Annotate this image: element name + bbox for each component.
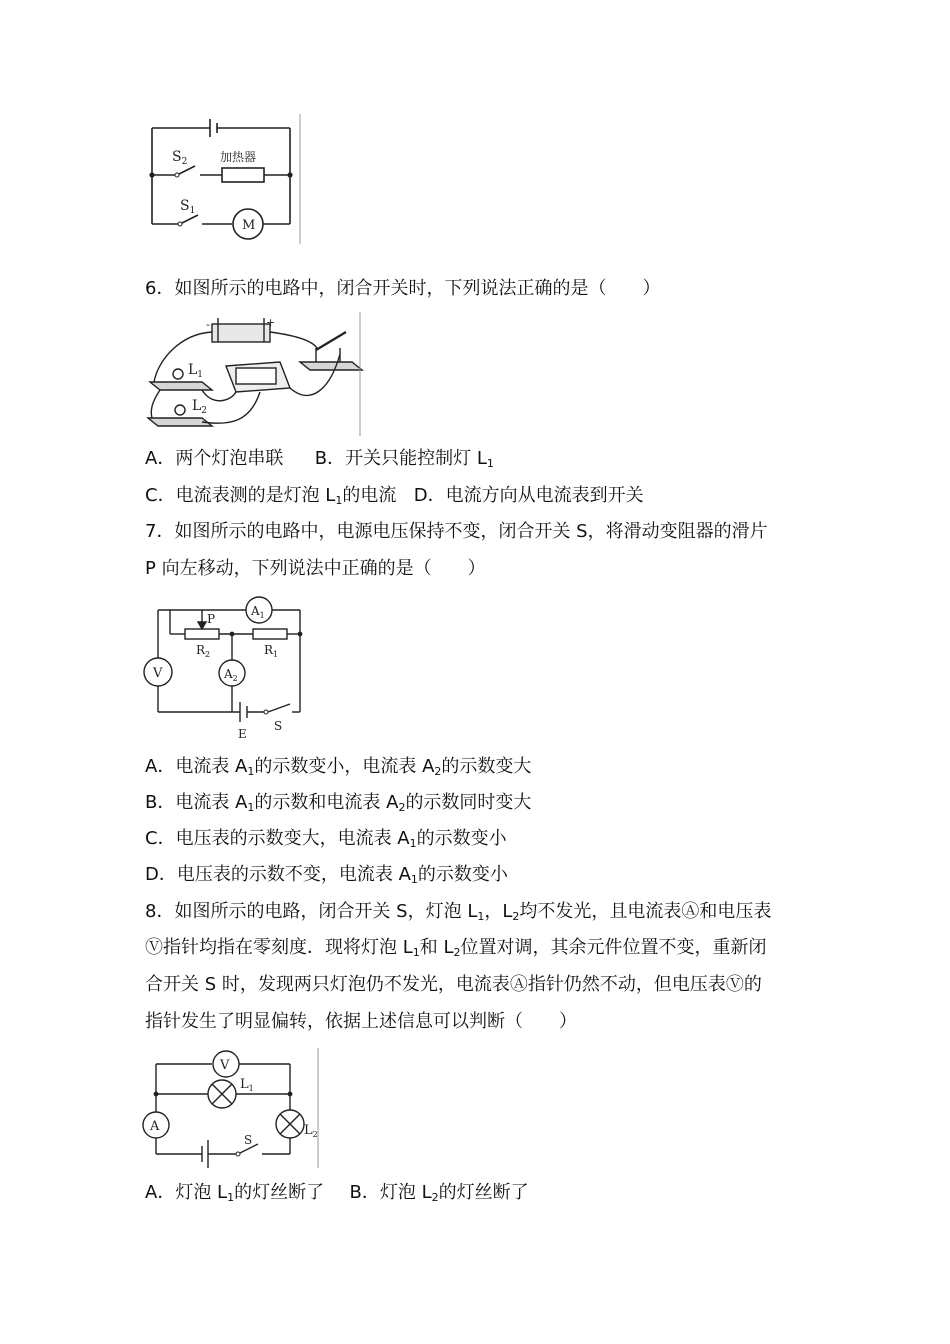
q7-rheostat-circuit-diagram <box>140 594 310 744</box>
battery-e-label: E <box>238 727 247 741</box>
q6-option-b: B．开关只能控制灯 $L_1$ <box>314 448 494 470</box>
q8-option-b: B．灯泡 $L_2$的灯丝断了 <box>349 1182 529 1204</box>
q7-option-d: D．电压表的示数不变，电流表 $A_1$的示数变小 <box>145 864 508 886</box>
q8-options-ab <box>145 1180 529 1211</box>
q8-option-a: A．灯泡 $L_1$的灯丝断了 <box>145 1182 325 1204</box>
question-8-stem-line-2: Ⓥ指针均指在零刻度．现将灯泡 $L_1$和 $L_2$位置对调，其余元件位置不变，重新闭 <box>145 937 767 959</box>
question-7-stem-line-1: 7．如图所示的电路中，电源电压保持不变，闭合开关 S，将滑动变阻器的滑片 <box>145 521 768 542</box>
q8-l1-label: $L_1$ <box>240 1077 254 1093</box>
question-8-stem-line-3: 合开关 S 时，发现两只灯泡仍不发光，电流表Ⓐ指针仍然不动，但电压表Ⓥ的 <box>145 974 762 995</box>
q8-switch-label: S <box>244 1133 253 1147</box>
q6-option-d: D．电流方向从电流表到开关 <box>413 485 644 506</box>
q8-voltmeter-label: V <box>220 1058 230 1073</box>
heater-label: 加热器 <box>220 150 257 164</box>
q6-option-c: C．电流表测的是灯泡 $L_1$的电流 <box>145 485 397 507</box>
slider-p-label: P <box>207 612 216 626</box>
s1-label: $S_1$ <box>180 198 196 216</box>
r2-label: $R_2$ <box>196 643 211 659</box>
q7-option-a: A．电流表 $A_1$的示数变小，电流表 $A_2$的示数变大 <box>145 756 532 778</box>
q6-options-cd <box>145 483 644 514</box>
q6-option-a: A．两个灯泡串联 <box>145 448 284 469</box>
q8-bulb-circuit-diagram <box>140 1046 330 1170</box>
s2-label: $S_2$ <box>172 149 188 167</box>
question-7-stem-line-2: P 向左移动，下列说法中正确的是（ ） <box>145 558 486 579</box>
q8-ammeter-label: A <box>150 1119 160 1134</box>
question-8-stem-line-1: 8．如图所示的电路，闭合开关 S，灯泡 $L_1$，$L_2$均不发光，且电流表Ⓐ和电压表 <box>145 901 772 923</box>
q8-l2-label: $L_2$ <box>304 1123 318 1139</box>
l2-label: $L_2$ <box>192 398 208 416</box>
r1-label: $R_1$ <box>264 643 279 659</box>
a2-label: $A_2$ <box>224 667 238 683</box>
l1-label: $L_1$ <box>188 362 204 380</box>
question-8-stem-line-4: 指针发生了明显偏转，依据上述信息可以判断（ ） <box>145 1011 577 1032</box>
heater-motor-circuit-diagram <box>140 108 310 250</box>
switch-s-label: S <box>274 719 283 733</box>
question-6-stem: 6．如图所示的电路中，闭合开关时，下列说法正确的是（ ） <box>145 278 661 299</box>
q6-options-ab <box>145 446 494 477</box>
voltmeter-label: V <box>153 666 163 681</box>
a1-label: $A_1$ <box>251 604 265 620</box>
q7-option-c: C．电压表的示数变大，电流表 $A_1$的示数变小 <box>145 828 507 850</box>
battery-minus-label: - <box>206 318 210 331</box>
q7-option-b: B．电流表 $A_1$的示数和电流表 $A_2$的示数同时变大 <box>145 792 532 814</box>
q6-physical-circuit-diagram <box>140 310 370 438</box>
battery-plus-label: + <box>266 316 276 329</box>
motor-label: M <box>242 218 256 233</box>
